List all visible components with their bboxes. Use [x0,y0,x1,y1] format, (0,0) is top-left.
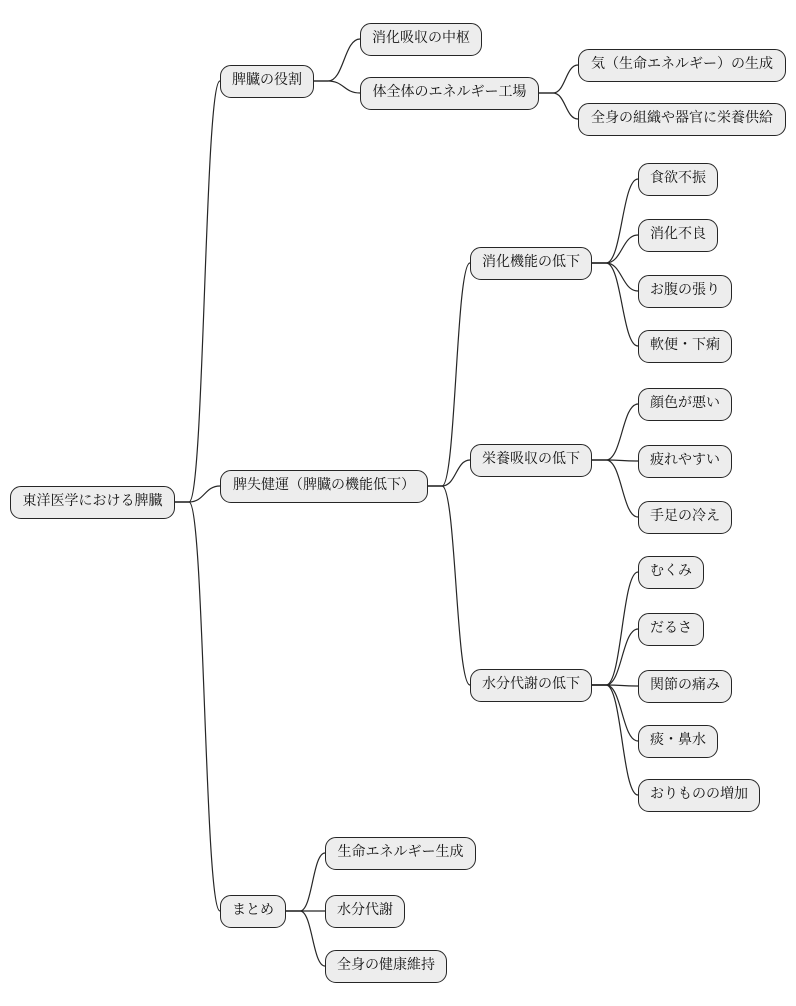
mindmap-root-node[interactable] [10,486,175,519]
mindmap-node[interactable] [578,103,786,136]
mindmap-node[interactable] [638,556,704,589]
mindmap-node[interactable] [578,49,786,82]
mindmap-node[interactable] [638,445,732,478]
mindmap-edge [592,179,638,263]
mindmap-node[interactable] [325,837,476,870]
mindmap-edge [592,685,638,741]
node-label: 関節の痛み [650,676,720,693]
mindmap-edge [539,65,578,93]
node-label: 水分代謝 [337,901,393,918]
node-label: 疲れやすい [650,451,720,468]
node-label: 食欲不振 [650,169,706,186]
node-label: 顔色が悪い [650,394,720,411]
mindmap-node[interactable] [638,725,718,758]
node-label: 消化吸収の中枢 [372,29,470,46]
node-label: 手足の冷え [650,507,720,524]
mindmap-edge [592,263,638,291]
node-label: 気（生命エネルギー）の生成 [591,55,773,72]
node-label: 脾失健運（脾臓の機能低下） [233,476,415,493]
node-label: お腹の張り [650,281,720,298]
mindmap-node[interactable] [220,65,314,98]
node-label: 全身の組織や器官に栄養供給 [591,109,773,126]
mindmap-node[interactable] [470,247,592,280]
node-label: 消化不良 [650,225,706,242]
node-label: 脾臓の役割 [232,71,302,88]
mindmap-edge [539,93,578,119]
mindmap-edge [592,460,638,517]
mindmap-node[interactable] [638,275,732,308]
mindmap-node[interactable] [325,950,447,983]
mindmap-node[interactable] [638,163,718,196]
node-label: 全身の健康維持 [337,956,435,973]
mindmap-node[interactable] [638,670,732,703]
mindmap-edge [428,263,470,486]
mindmap-edge [175,81,220,502]
node-label: 痰・鼻水 [650,731,706,748]
node-label: 生命エネルギー生成 [337,843,464,860]
node-label: おりものの増加 [650,785,748,802]
mindmap-node[interactable] [220,895,286,928]
node-label: 東洋医学における脾臓 [22,492,163,509]
node-label: 水分代謝の低下 [482,675,580,692]
mindmap-node[interactable] [638,219,718,252]
node-label: 軟便・下痢 [650,336,720,353]
mindmap-edge [286,911,325,966]
mindmap-edge [314,39,360,81]
mindmap-edge [592,263,638,346]
mindmap-edge [592,404,638,460]
mindmap-node[interactable] [325,895,405,928]
node-label: だるさ [650,619,692,636]
mindmap-node[interactable] [638,388,732,421]
mindmap-node[interactable] [470,444,592,477]
node-label: 消化機能の低下 [482,253,580,270]
mindmap-edge [175,486,220,502]
mindmap-node[interactable] [638,330,732,363]
node-label: まとめ [232,901,274,918]
mindmap-node[interactable] [220,470,428,503]
mindmap-edge [175,502,220,911]
mindmap-node[interactable] [470,669,592,702]
mindmap-node[interactable] [638,613,704,646]
mindmap-edge [592,629,638,685]
mindmap-edge [592,685,638,795]
mindmap-edge [286,853,325,911]
mindmap-node[interactable] [638,779,760,812]
mindmap-edge [592,572,638,685]
mindmap-node[interactable] [638,501,732,534]
mindmap-node[interactable] [360,23,482,56]
mindmap-edge [428,486,470,685]
node-label: 体全体のエネルギー工場 [372,83,527,100]
mindmap-edge [592,235,638,263]
mindmap-edge [314,81,360,93]
node-label: むくみ [650,562,692,579]
node-label: 栄養吸収の低下 [482,450,580,467]
mindmap-node[interactable] [360,77,539,110]
